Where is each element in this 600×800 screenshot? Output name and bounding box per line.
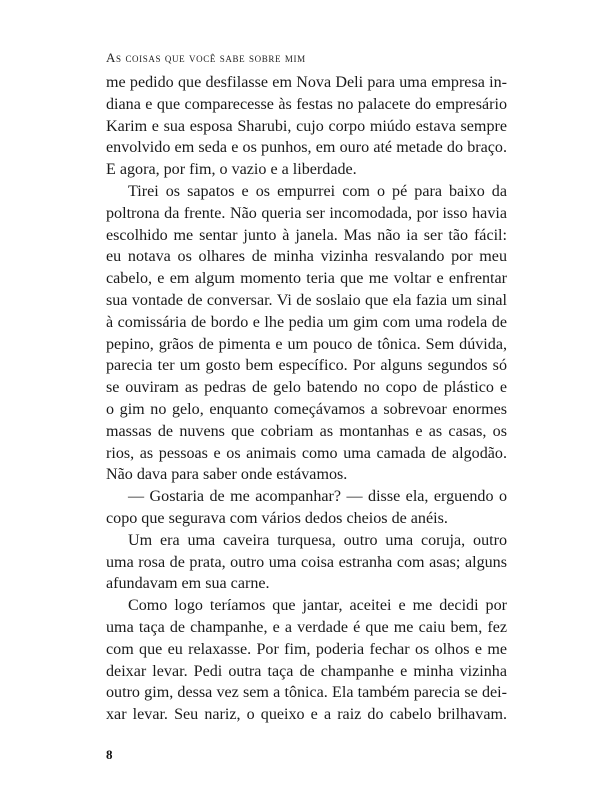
text-line: com que eu relaxasse. Por fim, poderia fechar os olhos e me (106, 640, 507, 658)
text-line: deixar levar. Pedi outra taça de champanhe e minha vizinha (106, 662, 507, 680)
text-line: rios, as pessoas e os animais como uma camada de algodão. (106, 444, 507, 462)
text-line: Tirei os sapatos e os empurrei com o pé para baixo da (128, 182, 507, 200)
text-line: eu notava os olhares de minha vizinha resvalando por meu (106, 248, 507, 266)
text-line: cabelo, e em algum momento teria que me voltar e enfrentar (106, 270, 507, 288)
text-line: E agora, por fim, o vazio e a liberdade. (106, 161, 357, 179)
text-line: uma taça de champanhe, e a verdade é que me caiu bem, fez (106, 618, 507, 636)
text-line: envolvido em seda e os punhos, em ouro até metade do braço. (106, 139, 507, 157)
text-line: copo que segurava com vários dedos cheios de anéis. (106, 509, 448, 527)
text-line: escolhido me sentar junto à janela. Mas não ia ser tão fácil: (106, 226, 507, 244)
text-line: uma rosa de prata, outro uma coisa estranha com asas; alguns (106, 553, 507, 571)
text-line: afundavam em sua carne. (106, 575, 270, 593)
text-line: se ouviram as pedras de gelo batendo no copo de plástico e (106, 379, 507, 397)
text-line: Um era uma caveira turquesa, outro uma coruja, outro (128, 531, 507, 549)
text-line: outro gim, dessa vez sem a tônica. Ela também parecia se dei- (106, 684, 507, 702)
body-text (106, 72, 507, 726)
text-line: me pedido que desfilasse em Nova Deli para uma empresa in- (106, 74, 507, 91)
running-head: As coisas que você sabe sobre mim (106, 50, 306, 65)
text-line: poltrona da frente. Não queria ser incomodada, por isso havia (106, 204, 507, 222)
paragraph (106, 530, 507, 595)
paragraph (106, 595, 507, 726)
text-line: Não dava para saber onde estávamos. (106, 466, 348, 484)
paragraph (106, 486, 507, 530)
paragraph (106, 181, 507, 486)
text-line: Karim e sua esposa Sharubi, cujo corpo miúdo estava sempre (106, 117, 507, 135)
paragraph (106, 72, 507, 181)
text-line: sua vontade de conversar. Vi de soslaio que ela fazia um sinal (106, 291, 507, 309)
text-line: à comissária de bordo e lhe pedia um gim com uma rodela de (106, 313, 507, 331)
text-line: diana e que comparecesse às festas no palacete do empresário (106, 95, 507, 113)
text-line: parecia ter um gosto bem específico. Por alguns segundos só (106, 357, 507, 375)
text-line: o gim no gelo, enquanto começávamos a sobrevoar enormes (106, 400, 507, 418)
text-line: xar levar. Seu nariz, o queixo e a raiz do cabelo brilhavam. (106, 706, 507, 724)
text-line: — Gostaria de me acompanhar? — disse ela, erguendo o (128, 488, 507, 506)
page-number: 8 (106, 747, 113, 762)
text-line: pepino, grãos de pimenta e um pouco de tônica. Sem dúvida, (106, 335, 507, 353)
text-line: massas de nuvens que cobriam as montanhas e as casas, os (106, 422, 507, 440)
text-line: Como logo teríamos que jantar, aceitei e me decidi por (128, 597, 507, 615)
